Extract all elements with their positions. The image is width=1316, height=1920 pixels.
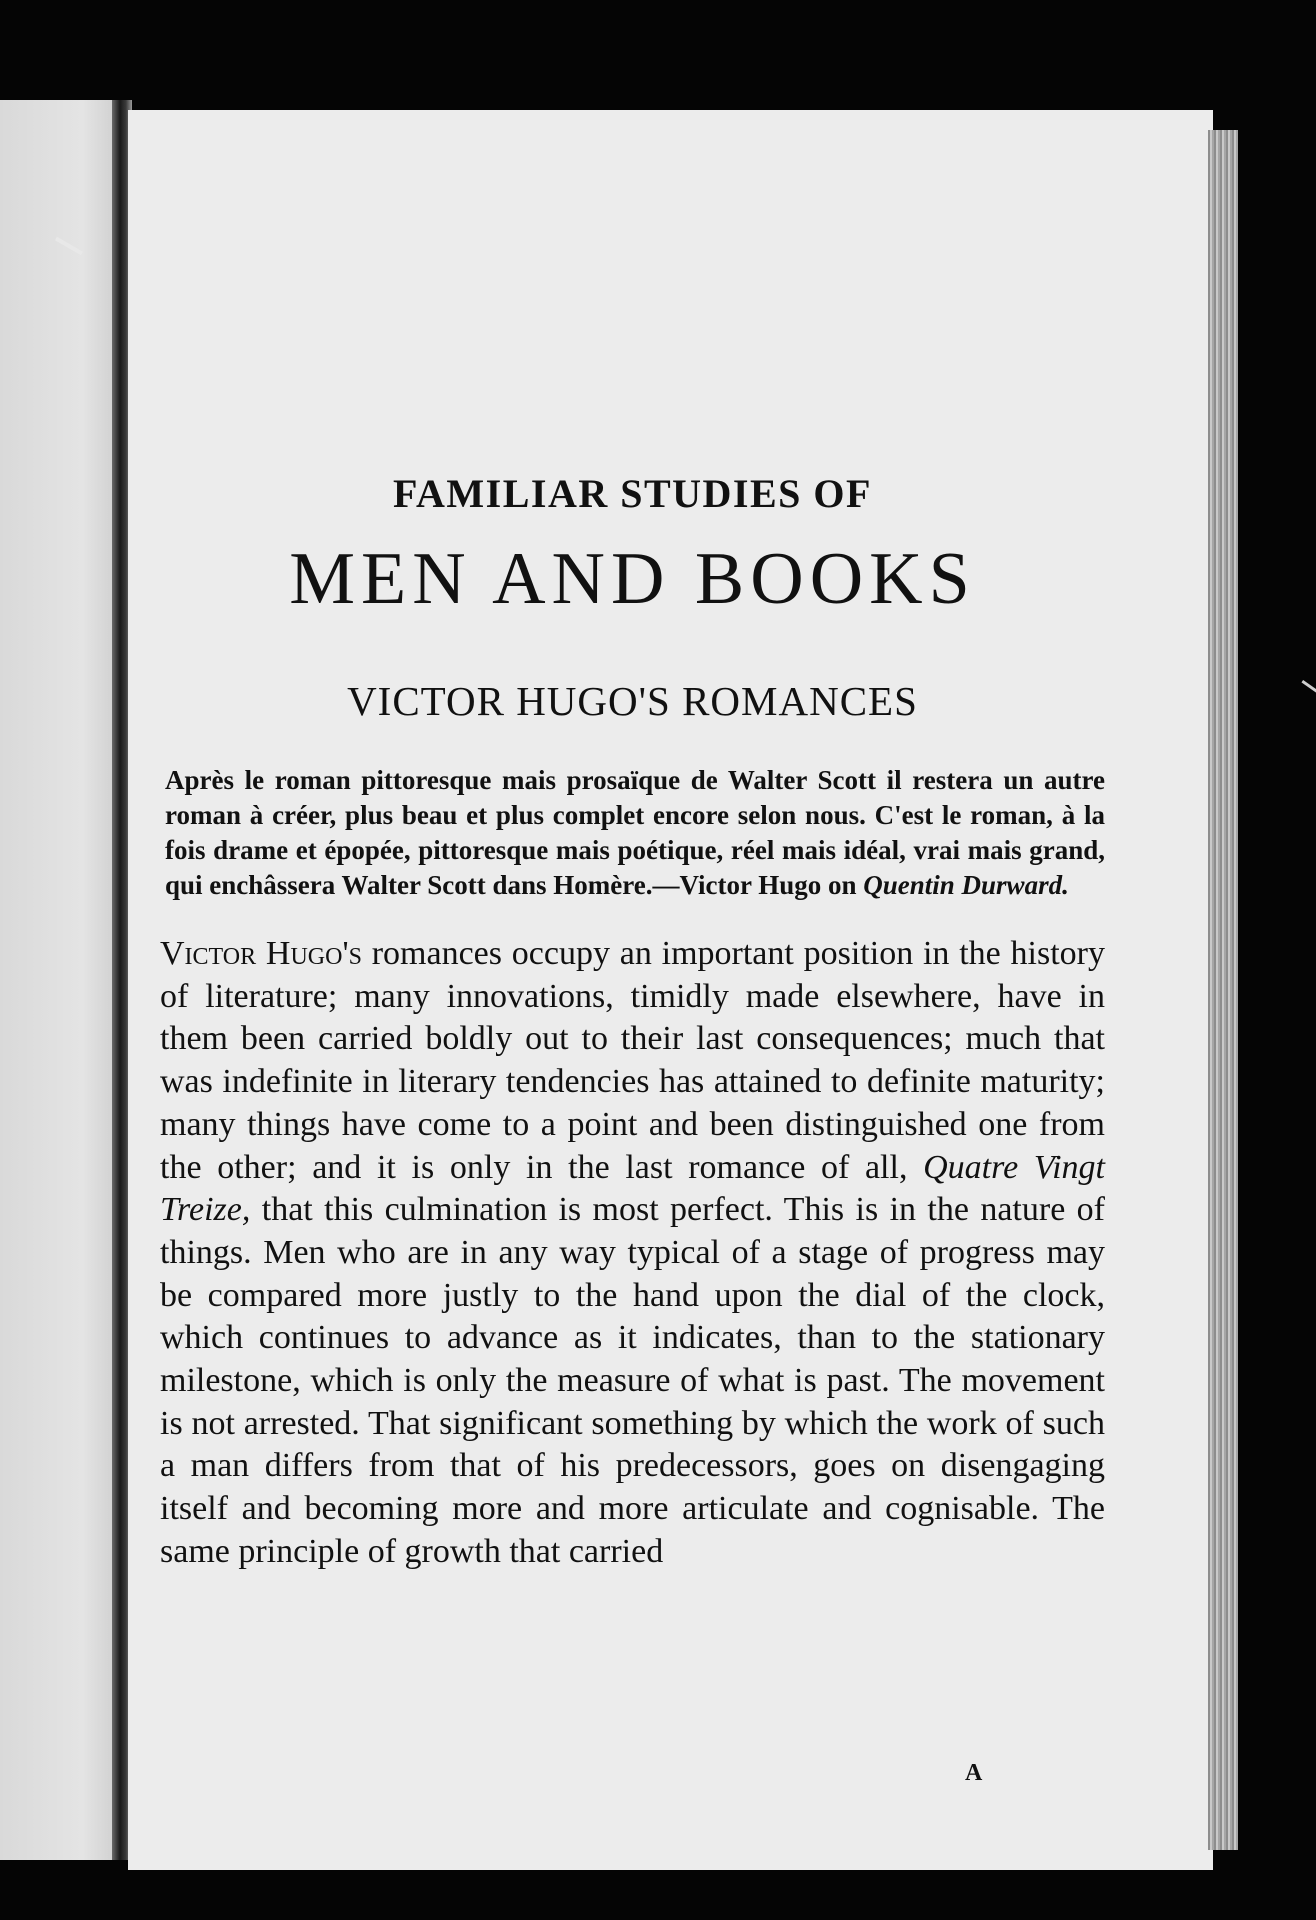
body-text-1: romances occupy an important position in the history of literature; many innovations, timidly made elsewhere, have in them been carried boldly out to their last consequences; much that was indefinite in literary tendencies has attained to definite maturity; many things have come to a point and been distinguished one from the other; and it is only in the last romance of all, bbox=[160, 935, 1105, 1186]
page-content bbox=[160, 470, 1105, 1574]
lead-name: Victor Hugo's bbox=[160, 935, 362, 972]
epigraph bbox=[160, 763, 1105, 903]
edge-mark bbox=[1289, 680, 1316, 713]
italic-title: Quatre Vingt Treize, bbox=[160, 1148, 1105, 1229]
epigraph-text: Après le roman pittoresque mais prosaïque de Walter Scott il restera un autre roman à créer, plus beau et plus complet encore selon nous. C'est le roman, à la fois drame et épopée, pittoresque mais poétique, réel mais idéal, vrai mais grand, qui enchâssera Walter Scott dans Homère.—Victor Hugo on bbox=[165, 765, 1105, 900]
main-title: MEN AND BOOKS bbox=[289, 538, 976, 620]
body-paragraph bbox=[160, 933, 1105, 1574]
body-text-2: that this culmination is most perfect. This is in the nature of things. Men who are in any way typical of a stage of progress may be compared more justly to the hand upon the dial of the clock, which continues to advance as it indicates, than to the stationary milestone, which is only the measure of what is past. The movement is not arrested. That significant something by which the work of such a man differs from that of his predecessors, goes on disengaging itself and becoming more and more articulate and cognisable. The same principle of growth that carried bbox=[160, 1191, 1105, 1570]
series-title: FAMILIAR STUDIES OF bbox=[393, 471, 872, 516]
signature-mark: A bbox=[965, 1760, 983, 1786]
page-edge bbox=[1208, 130, 1238, 1850]
left-page bbox=[0, 100, 118, 1860]
epigraph-cite-work: Quentin Durward. bbox=[863, 870, 1069, 900]
essay-title: VICTOR HUGO'S ROMANCES bbox=[347, 678, 918, 724]
